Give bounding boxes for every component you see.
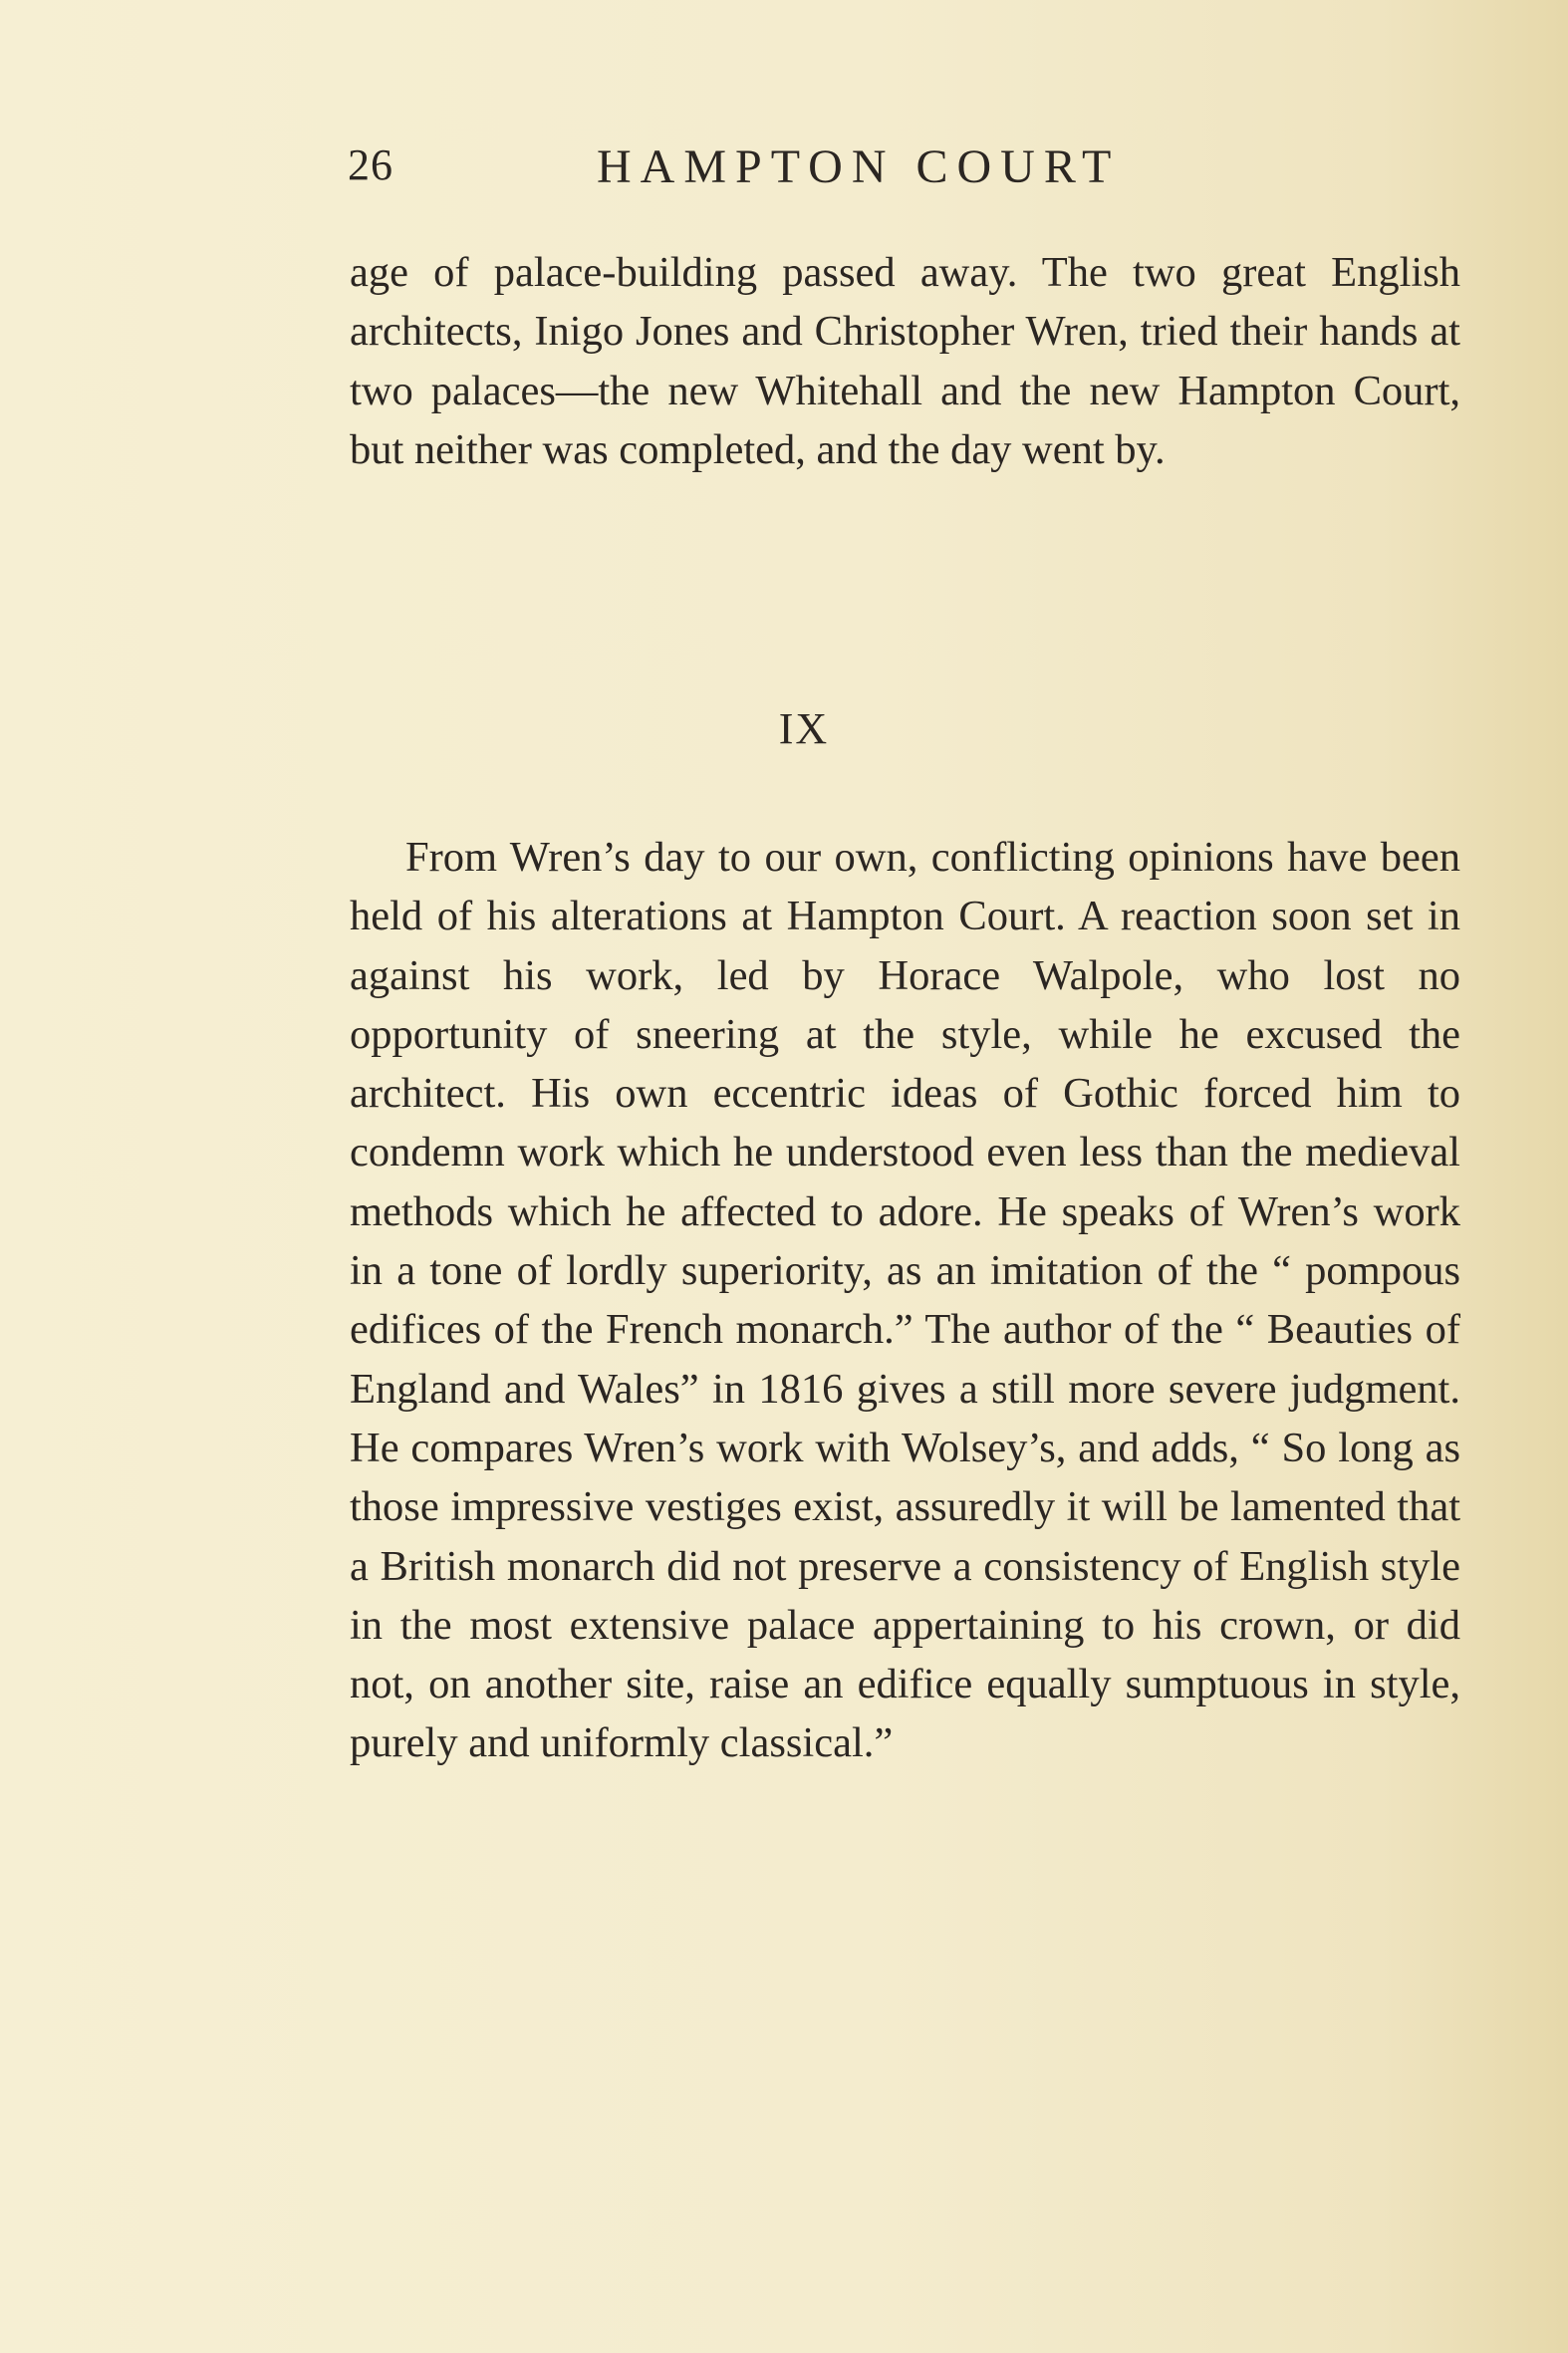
paragraph-continued: age of palace-building passed away. The two great English architects, Inigo Jones and Christopher Wren, tried their hands at two palaces—the new Whitehall and the new Hampton Court, but neither was completed, and the day went by.	[350, 249, 1460, 473]
running-title: HAMPTON COURT	[597, 140, 1121, 193]
running-head	[348, 139, 1463, 199]
paragraph-section-ix: From Wren’s day to our own, conflicting opinions have been held of his alterations at Hampton Court. A reaction soon set in against his work, led by Horace Walpole, who lost no opportunity of sneering at the style, while he excused the architect. His own eccentric ideas of Gothic forced him to condemn work which he understood even less than the medieval methods which he affected to adore. He speaks of Wren’s work in a tone of lordly superiority, as an imitation of the “ pompous edifices of the French monarch.” The author of the “ Beauties of England and Wales” in 1816 gives a still more severe judgment. He compares Wren’s work with Wolsey’s, and adds, “ So long as those impressive vestiges exist, assuredly it will be lamented that a British monarch did not preserve a consistency of English style in the most extensive palace appertaining to his crown, or did not, on another site, raise an edifice equally sumptuous in style, purely and uniformly classical.”	[350, 834, 1460, 1767]
section-heading: IX	[778, 704, 830, 753]
page-number: 26	[348, 140, 393, 189]
